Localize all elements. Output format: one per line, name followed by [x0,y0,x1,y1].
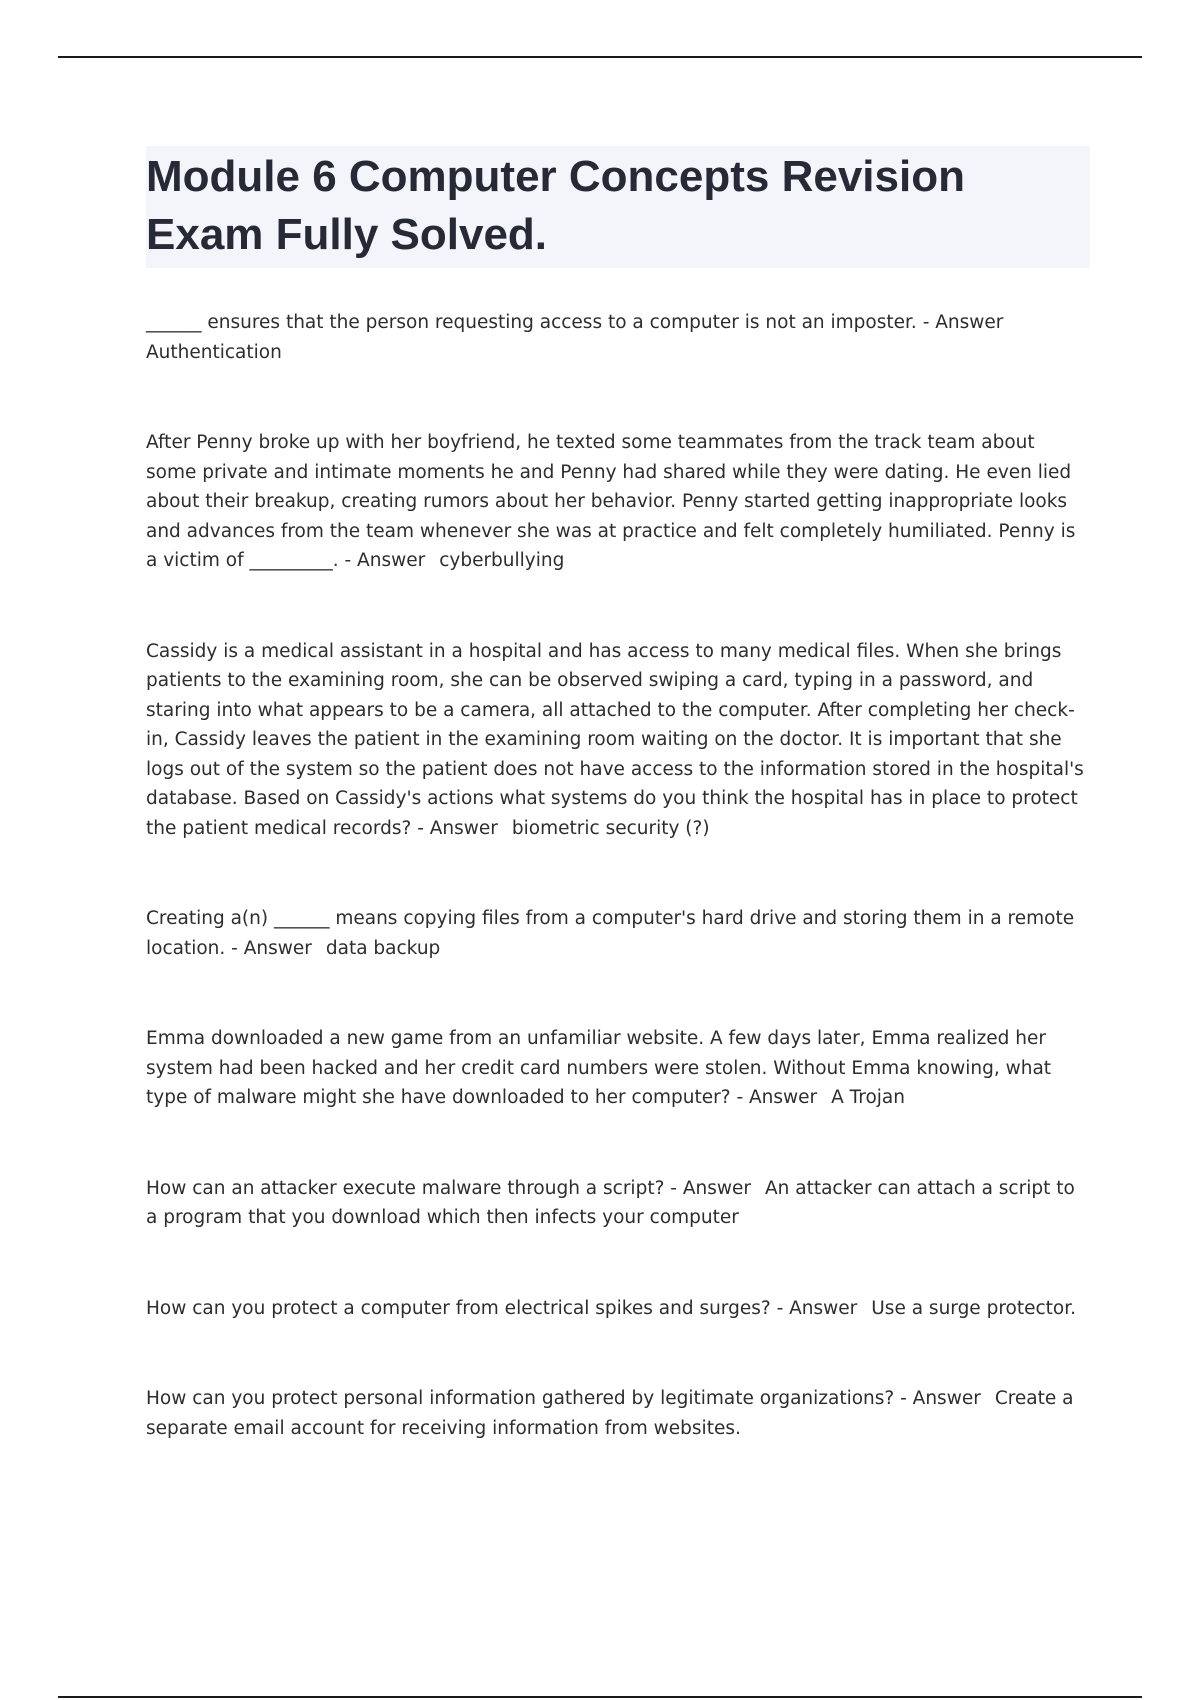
bottom-rule [58,1696,1142,1698]
title-banner [146,146,1090,268]
answer-separator: - Answer [664,1177,751,1199]
question-text: How can you protect a computer from electrical spikes and surges? [146,1297,771,1319]
page-title: Module 6 Computer Concepts Revision Exam Fully Solved. [146,152,965,259]
question-text: How can you protect personal information gathered by legitimate organizations? [146,1388,895,1409]
answer-text: A Trojan [831,1087,905,1108]
answer-text: Authentication [146,341,282,363]
answer-text: cyberbullying [439,550,565,571]
qa-item-4 [146,904,1090,963]
answer-separator: - Answer [894,1388,981,1409]
question-text: ______ ensures that the person requesting access to a computer is not an imposter. [146,312,917,333]
answer-text: biometric security (?) [511,817,710,839]
question-text: How can an attacker execute malware through a script? [146,1177,665,1199]
qa-item-3 [146,637,1090,844]
top-rule [58,56,1142,58]
question-text: Cassidy is a medical assistant in a hospital and has access to many medical files. When she brings patients to the examining room, she can be observed swiping a card, typing in a password, and staring into what appears to be a camera, all attached to the computer. After completing her check-in, Cassidy leaves the patient in the examining room waiting on the doctor. It is important that she logs out of the system so the patient does not have access to the information stored in the hospital's database. Based on Cassidy's actions what systems do you think the hospital has in place to protect the patient medical records? [146,640,1084,839]
qa-item-8 [146,1384,1090,1443]
answer-text: An attacker can attach a script to a program that you download which then infects your computer [146,1177,1075,1228]
qa-item-7 [146,1294,1090,1324]
answer-separator: - Answer [730,1087,818,1108]
answer-separator: - Answer [770,1297,858,1319]
qa-item-5 [146,1024,1090,1113]
answer-separator: - Answer [411,817,498,839]
qa-item-2 [146,428,1090,576]
answer-text: Use a surge protector. [871,1297,1077,1319]
question-text: Creating a(n) ______ means copying files from a computer's hard drive and storing them in a remote location. [146,908,1075,959]
qa-item-1 [146,308,1090,367]
answer-text: Create a separate email account for receiving information from websites. [146,1388,1074,1439]
document-body [146,146,1090,1504]
answer-separator: - Answer [225,937,312,959]
answer-separator: - Answer [338,550,426,571]
question-text: Emma downloaded a new game from an unfamiliar website. A few days later, Emma realized her system had been hacked and her credit card numbers were stolen. Without Emma knowing, what type of malware might she have downloaded to her computer? [146,1028,1052,1108]
answer-text: data backup [325,937,441,959]
answer-separator: - Answer [916,312,1004,333]
question-text: After Penny broke up with her boyfriend, he texted some teammates from the track team about some private and intimate moments he and Penny had shared while they were dating. He even lied about their breakup, creating rumors about her behavior. Penny started getting inappropriate looks and advances from the team whenever she was at practice and felt completely humiliated. Penny is a victim of _________. [146,432,1076,571]
qa-item-6 [146,1174,1090,1233]
